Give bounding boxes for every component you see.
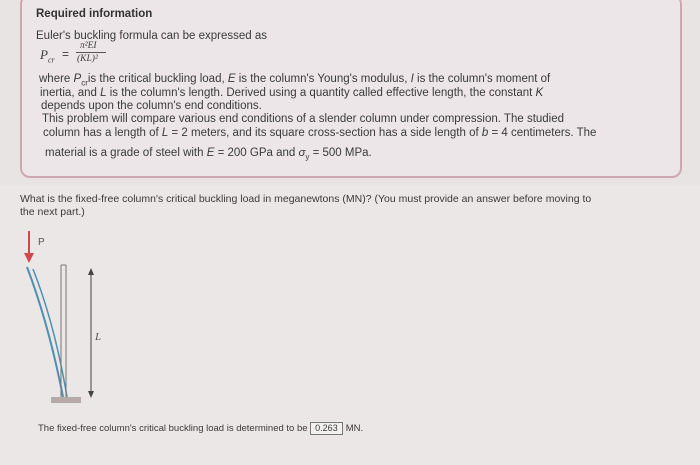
formula-p: P [40,47,48,62]
txt: where [39,73,74,85]
required-information-heading: Required information [36,8,153,20]
answer-line [38,422,363,435]
length-label: L [95,331,102,343]
txt: = 200 GPa and [214,147,299,159]
txt: = 2 meters, and its square cross-section has a side length of [168,127,482,139]
where-line-2 [40,87,543,100]
txt: = 500 MPa. [309,147,372,159]
txt: is the column's moment of [417,73,551,85]
formula-denominator: (KL)² [77,54,98,64]
var-b: b [481,127,489,139]
load-label: P [38,237,45,248]
var-sigma: σ [298,147,306,159]
question-line-2: the next part.) [20,206,85,218]
sub-y: y [305,152,310,162]
var-p: P [73,73,82,85]
var-k: K [535,87,544,99]
deflected-column-curve [27,267,63,397]
problem-line-2 [43,127,596,140]
euler-formula [40,40,140,72]
formula-numerator: π²EI [80,41,97,51]
txt: is the column's length. Derived using a quantity called effective length, the constant [106,87,536,99]
answer-prefix: The fixed-free column's critical buckling load is determined to be [38,423,308,434]
question-line-1: What is the fixed-free column's critical buckling load in meganewtons (MN)? (You must provide an answer before moving to [20,193,592,205]
length-dimension [88,268,94,398]
sub: cr [81,78,88,88]
formula-p-sub: cr [47,55,55,65]
var-e: E [227,73,236,85]
intro-text: Euler's buckling formula can be expressed as [36,30,268,42]
answer-input[interactable]: 0.263 [310,422,343,435]
deflected-column-curve-inner [33,269,67,397]
var-i: I [410,73,414,85]
txt: is the column's Young's modulus, [238,73,411,85]
var-l: L [100,87,107,99]
txt: inertia, and [40,87,101,99]
formula-equals: = [62,47,70,61]
txt: column has a length of [43,127,162,139]
var-l: L [161,127,169,139]
problem-line-3 [45,147,372,163]
problem-line-1: This problem will compare various end conditions of a slender column under compression. The studied [42,113,565,125]
txt: = 4 centimeters. The [488,127,597,139]
fixed-base [51,397,81,403]
column-figure [15,225,125,410]
txt: material is a grade of steel with [45,147,207,159]
txt: is the critical buckling load, [87,73,228,85]
answer-unit: MN. [345,423,364,434]
where-line-3: depends upon the column's end conditions. [41,100,262,112]
load-arrow-icon [24,231,34,263]
var-e: E [206,147,215,159]
